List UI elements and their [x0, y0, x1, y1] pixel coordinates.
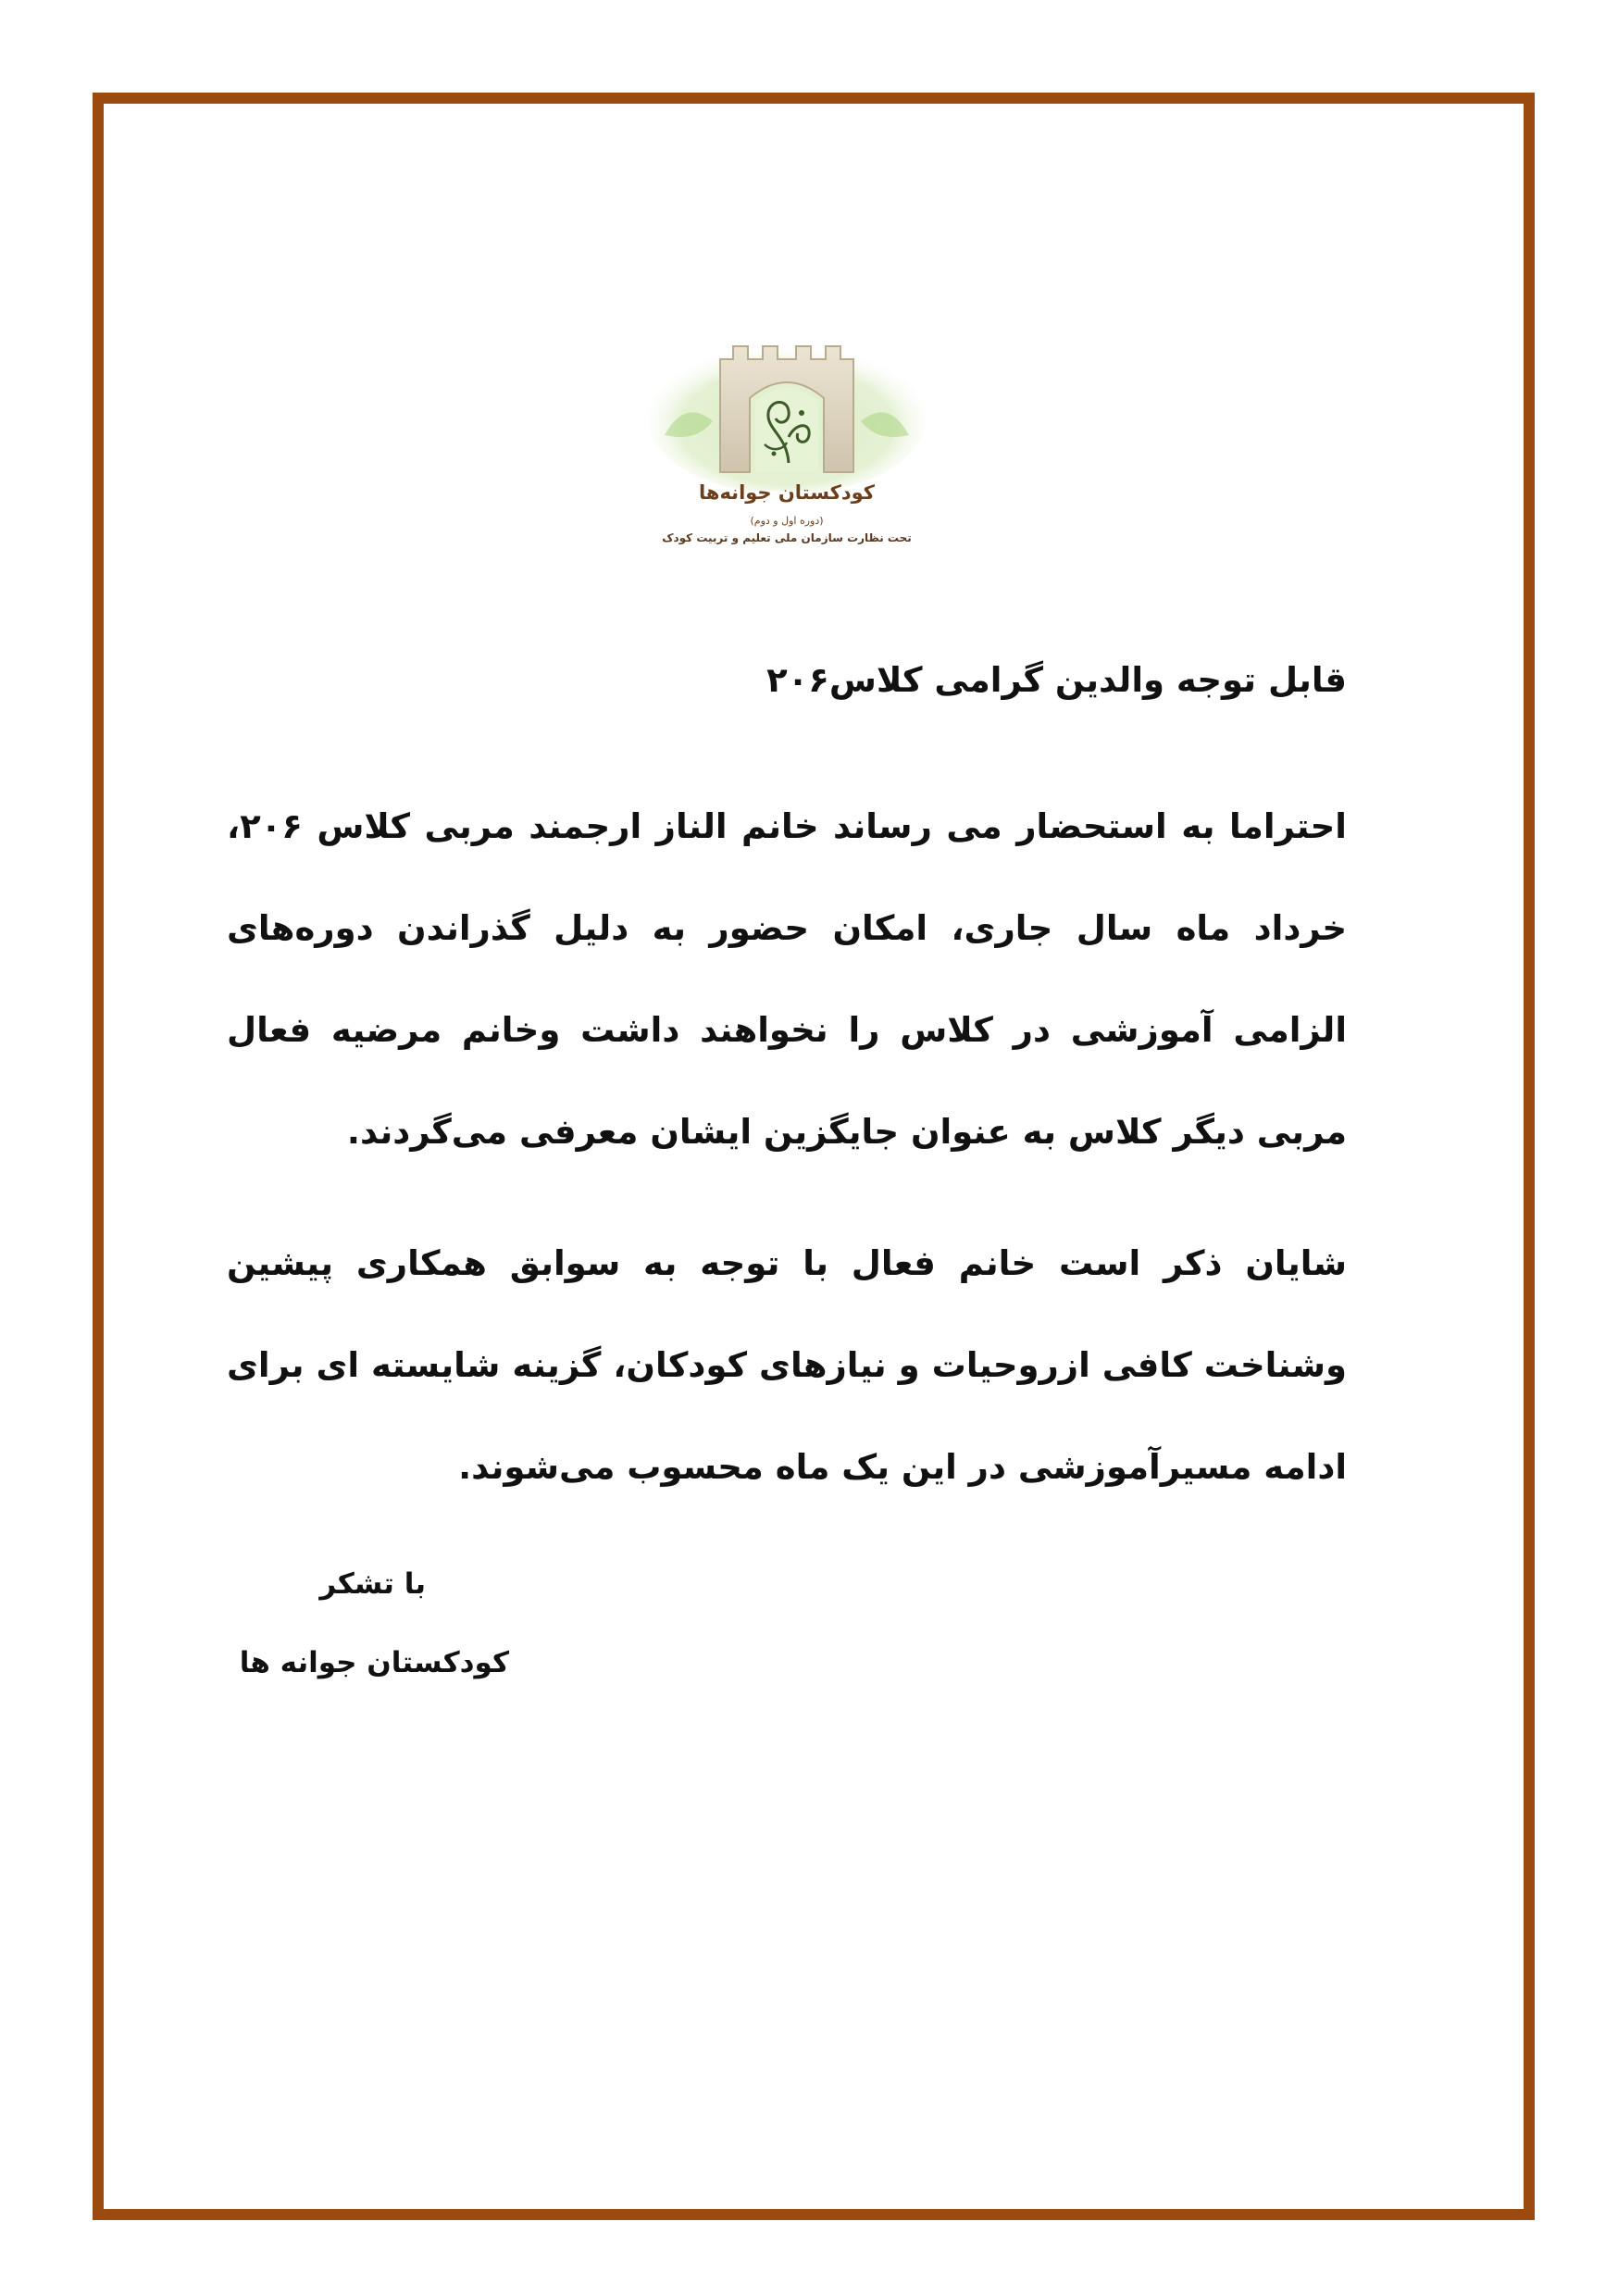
- letter-signature: کودکستان جوانه ها: [239, 1646, 509, 1679]
- logo-title: کودکستان جوانه‌ها: [699, 481, 875, 504]
- letter-greeting: قابل توجه والدین گرامی کلاس۲۰۶: [766, 660, 1347, 700]
- logo-supervision-text: تحت نظارت سازمان ملی تعلیم و تربیت کودک: [662, 531, 912, 544]
- letter-paragraph-2: شایان ذکر است خانم فعال با توجه به سوابق همکاری پیشین وشناخت کافی ازروحیات و نیازهای کودکان، گزینه شایسته ای برای ادامه مسیرآموزشی در این یک ماه محسوب می‌شوند.: [227, 1243, 1347, 1487]
- letter-paragraph-1: احتراما به استحضار می رساند خانم الناز ارجمند مربی کلاس ۲۰۶، خرداد ماه سال جاری، امکان حضور به دلیل گذراندن دوره‌های الزامی آموزشی در کلاس را نخواهند داشت وخانم مرضیه فعال مربی دیگر کلاس به عنوان جایگزین ایشان معرفی می‌گردند.: [227, 806, 1347, 1152]
- castle-sprout-icon: [648, 333, 926, 491]
- logo-subtitle: (دوره اول و دوم): [750, 515, 824, 527]
- kindergarten-logo: [648, 333, 926, 579]
- letter-thanks: با تشکر: [319, 1567, 426, 1601]
